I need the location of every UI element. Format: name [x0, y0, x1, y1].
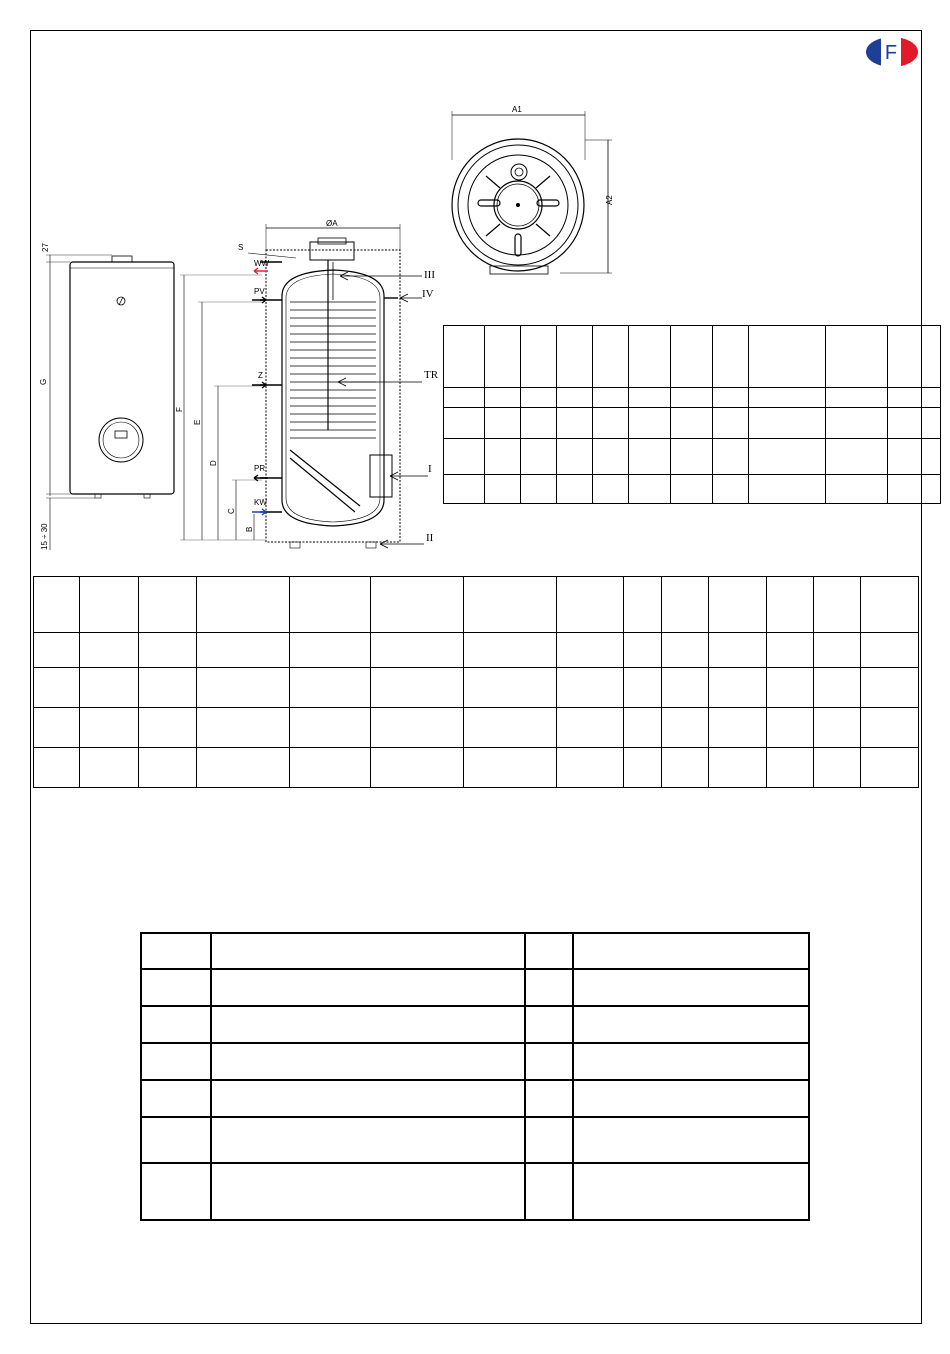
label-b: B — [245, 526, 254, 532]
label-ww: WW — [254, 259, 270, 268]
top-view — [452, 105, 614, 274]
label-diameter: ØA — [326, 219, 338, 228]
label-pr: PR — [254, 464, 266, 473]
label-z: Z — [258, 371, 263, 380]
label-feet: 15 ÷ 30 — [40, 523, 49, 550]
label-iv: IV — [422, 288, 434, 300]
logo-letter: F — [884, 42, 898, 64]
legend-table — [140, 932, 810, 1221]
label-g: G — [39, 378, 48, 385]
exterior-view — [39, 243, 174, 550]
dimensions-table — [33, 576, 919, 788]
label-ii: II — [426, 532, 434, 544]
label-f: F — [175, 407, 184, 412]
label-s: S — [238, 243, 244, 252]
section-view — [175, 219, 439, 548]
label-iii: III — [424, 269, 435, 281]
label-a2: A2 — [605, 195, 614, 205]
connections-table — [443, 325, 941, 504]
label-d: D — [209, 460, 218, 466]
label-e: E — [193, 419, 202, 425]
label-pv: PV — [254, 287, 265, 296]
label-kw: KW — [254, 498, 267, 507]
label-c: C — [227, 508, 236, 514]
label-27: 27 — [41, 243, 50, 252]
label-tr: TR — [424, 369, 439, 381]
label-a1: A1 — [512, 105, 522, 114]
label-i: I — [428, 463, 432, 475]
